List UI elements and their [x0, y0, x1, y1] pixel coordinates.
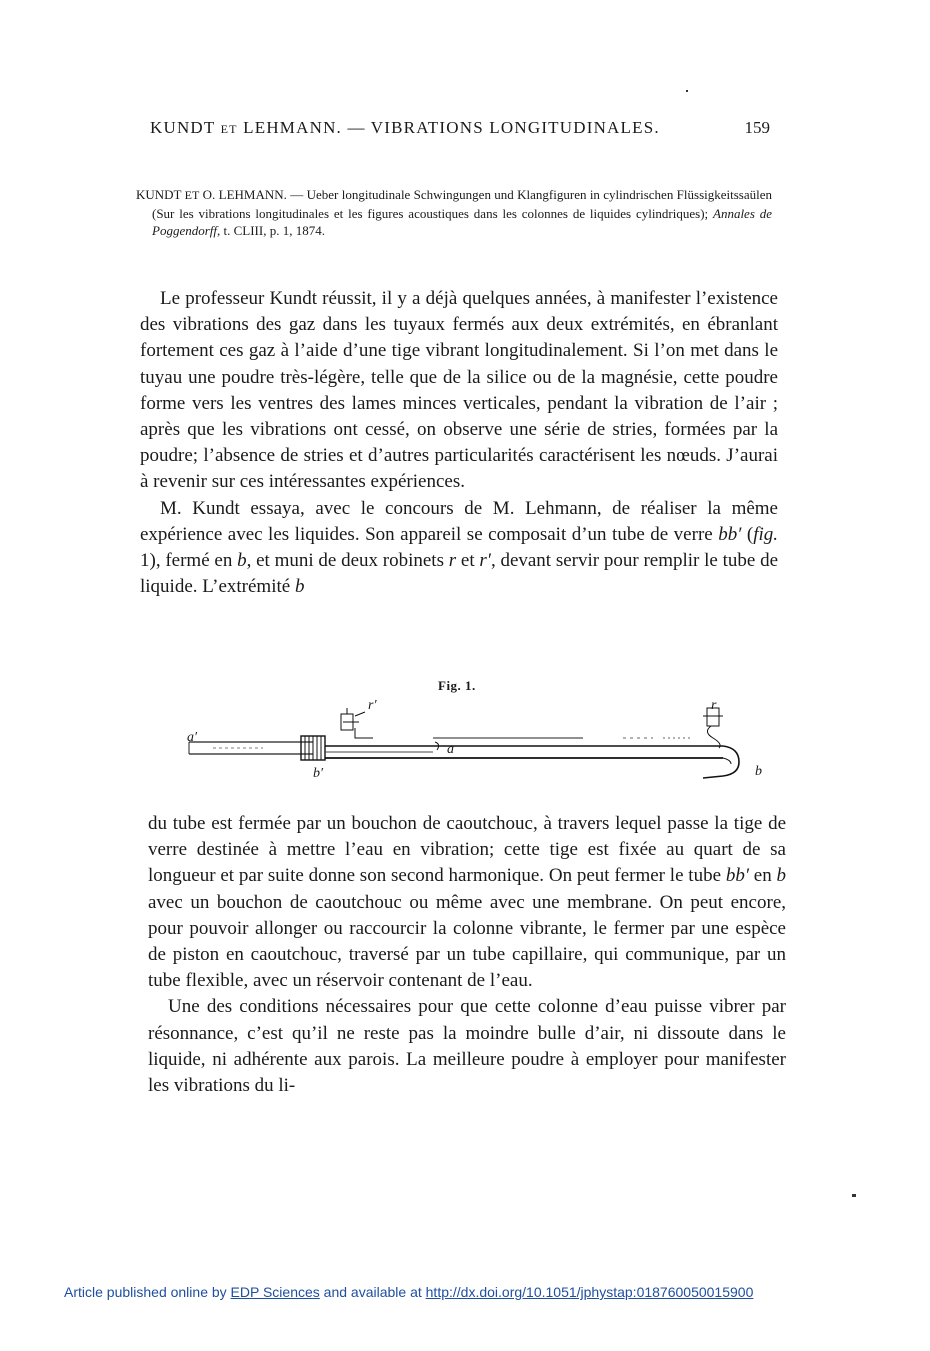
figure-caption: Fig. 1.: [438, 678, 476, 693]
body-text-top: [140, 286, 778, 600]
label-b-prime: b′: [313, 766, 324, 781]
label-b: b: [755, 764, 762, 779]
body-text-bottom: [148, 811, 786, 1099]
paragraph-4: Une des conditions nécessaires pour que cette colonne d’eau puisse vibrer par résonnance, c’est qu’il ne reste pas la moindre bulle d’air, ni dissoute dans le liquide, ni adhérente aux parois. La meilleure poudre à employer pour manifester les vibrations du li-: [148, 996, 786, 1097]
figure-1: [183, 678, 773, 788]
paragraph-2: M. Kundt essaya, avec le concours de M. Lehmann, de réaliser la même expérience avec les liquides. Son appareil se composait d’un tube de verre bb′ (fig. 1), fermé en b, et muni de deux robinets r et r′, devant servir pour remplir le tube de liquide. L’extrémité b: [140, 497, 778, 598]
paragraph-1: Le professeur Kundt réussit, il y a déjà quelques années, à manifester l’existence des vibrations des gaz dans les tuyaux fermés aux deux extrémités, en ébranlant fortement ces gaz à l’aide d’une tige vibrant longitudinalement. Si l’on met dans le tuyau une poudre très-légère, telle que de la silice ou de la magnésie, cette poudre forme vers les ventres des lames minces verticales, pendant la vibration de l’air ; après que les vibrations ont cessé, on observe une série de stries, formées par la poudre; l’absence de stries et d’autres particularités caractérisent les nœuds. J’aurai à revenir sur ces intéressantes expériences.: [140, 288, 778, 493]
citation-ref: , t. CLIII, p. 1, 1874.: [217, 223, 325, 238]
running-head: [150, 118, 770, 138]
citation-journal: Annales de Poggendorff: [152, 205, 772, 238]
publisher-link[interactable]: EDP Sciences: [230, 1284, 320, 1300]
citation-authors-a: KUNDT: [136, 187, 182, 202]
apparatus-drawing: [183, 698, 773, 788]
running-title-a: KUNDT: [150, 118, 216, 137]
running-title-b: LEHMANN. — VIBRATIONS LONGITUDINALES.: [243, 118, 660, 137]
citation-authors-et: ET: [184, 188, 200, 202]
bibliographic-citation: [136, 186, 772, 240]
footer-middle: and available at: [319, 1284, 426, 1300]
paragraph-3: du tube est fermée par un bouchon de caoutchouc, à travers lequel passe la tige de verre destinée à mettre l’eau en vibration; cette tige est fixée au quart de sa longueur et par suite donne son second harmonique. On peut fermer le tube bb′ en b avec un bouchon de caoutchouc ou même avec une membrane. On peut encore, pour pouvoir allonger ou raccourcir la colonne vibrante, le fermer par une espèce de piston en caoutchouc, traversé par un tube capillaire, qui communique, par un tube flexible, avec un réservoir contenant de l’eau.: [148, 813, 787, 992]
scan-speck: [686, 90, 688, 92]
page-number: 159: [744, 118, 770, 137]
citation-authors-b: O. LEHMANN.: [202, 187, 287, 202]
footer-prefix: Article published online by: [64, 1284, 231, 1300]
running-title-et: ET: [220, 122, 238, 136]
label-r-prime: r′: [368, 698, 377, 713]
doi-link[interactable]: http://dx.doi.org/10.1051/jphystap:018760050015900: [425, 1284, 754, 1300]
label-a: a: [447, 742, 454, 757]
citation-text: — Ueber longitudinale Schwingungen und Klangfiguren in cylindrischen Flüssigkeitssaülen (Sur les vibrations longitudinales et les figures acoustiques dans les colonnes de liquides cylindriques);: [152, 187, 773, 221]
scan-speck: [852, 1194, 856, 1197]
label-r: r: [711, 698, 717, 713]
publication-footer: [64, 1284, 753, 1300]
label-a-prime: a′: [187, 730, 198, 745]
